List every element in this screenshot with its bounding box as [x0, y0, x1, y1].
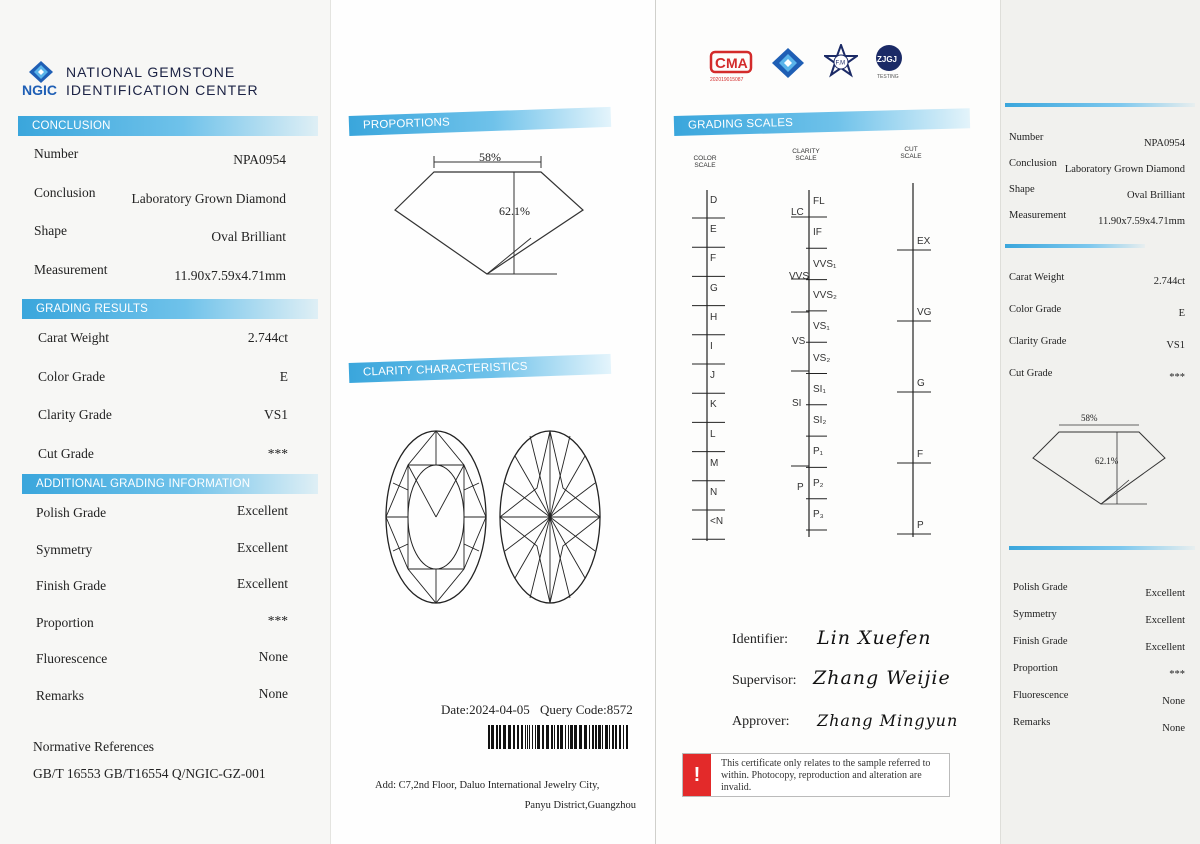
conclusion-panel: [0, 0, 330, 844]
barcode-bar: [584, 725, 587, 749]
summary-row: [1009, 272, 1185, 290]
summary-row: [1013, 609, 1185, 627]
field-label: Measurement: [1009, 210, 1067, 221]
barcode-bar: [574, 725, 577, 749]
lab-address-line2: Panyu District,Guangzhou: [524, 800, 636, 811]
field-label: Conclusion: [34, 184, 96, 200]
lab-address-line1: Add: C7,2nd Floor, Daluo International Jewelry City,: [375, 780, 600, 791]
barcode-bar: [592, 725, 594, 749]
clarity-grade-label: VVS₁: [813, 258, 837, 270]
field-value: Laboratory Grown Diamond: [1064, 164, 1185, 175]
summary-row: [1009, 210, 1185, 228]
barcode-bar: [560, 725, 563, 749]
field-value: Excellent: [237, 539, 288, 555]
grading-result-row: [38, 407, 288, 425]
barcode-bar: [598, 725, 601, 749]
barcode-bar: [605, 725, 608, 749]
barcode-bar: [612, 725, 614, 749]
field-label: Number: [34, 146, 79, 161]
grading-results-header: GRADING RESULTS: [22, 299, 318, 319]
barcode-bar: [529, 725, 530, 749]
field-label: Finish Grade: [36, 578, 107, 593]
field-label: Remarks: [36, 687, 84, 703]
cma-number: 202019015087: [710, 77, 744, 83]
barcode-bar: [542, 725, 544, 749]
clarity-head-line2: SCALE: [795, 155, 817, 162]
summary-row: [1009, 336, 1185, 354]
barcode-bar: [570, 725, 573, 749]
grading-scales-panel: [655, 0, 1000, 844]
clarity-grade-label: SI₂: [813, 415, 827, 427]
supervisor-label: Supervisor:: [732, 673, 797, 688]
field-value: ***: [267, 445, 288, 461]
clarity-group-label: LC: [791, 207, 804, 218]
normative-references: [33, 739, 313, 755]
field-label: Symmetry: [36, 541, 93, 557]
identifier-label: Identifier:: [732, 632, 788, 647]
additional-info-row: [36, 578, 288, 596]
color-grade-label: M: [710, 457, 719, 469]
field-value: E: [279, 368, 288, 384]
clarity-head-line1: CLARITY: [792, 148, 820, 155]
clarity-grade-label: IF: [813, 227, 822, 239]
field-label: Proportion: [36, 614, 94, 630]
zjgj-sub: TESTING: [877, 74, 899, 80]
ngic-logo-icon: [28, 60, 54, 84]
field-value: None: [1162, 696, 1185, 707]
summary-row: [1013, 663, 1185, 681]
barcode-bar: [615, 725, 617, 749]
color-grade-label: H: [710, 311, 718, 323]
cut-grade-label: VG: [917, 307, 932, 318]
field-value: Excellent: [1145, 615, 1185, 626]
zjgj-mark: ZJGJ: [877, 55, 898, 64]
clarity-grade-label: P₁: [813, 446, 824, 458]
summary-divider-bottom: [1009, 546, 1195, 550]
color-grade-label: K: [710, 399, 717, 411]
field-label: Clarity Grade: [1009, 336, 1067, 347]
field-label: Polish Grade: [1013, 582, 1068, 593]
color-head-line1: COLOR: [693, 155, 717, 162]
field-label: Measurement: [34, 261, 108, 277]
field-value: ***: [267, 612, 288, 628]
field-value: Excellent: [237, 576, 288, 591]
barcode-bar: [532, 725, 533, 749]
field-label: Color Grade: [1009, 304, 1062, 315]
field-value: ***: [1169, 669, 1185, 680]
barcode-bar: [626, 725, 628, 749]
barcode-bar: [527, 725, 528, 749]
clarity-grade-label: VVS₂: [813, 289, 837, 301]
field-value: VS1: [1166, 340, 1185, 351]
clarity-grade-label: VS₁: [813, 321, 830, 333]
clarity-grade-label: SI₁: [813, 383, 826, 395]
color-grade-label: E: [710, 224, 717, 236]
color-head-line2: SCALE: [694, 162, 716, 169]
summary-row: [1013, 582, 1185, 600]
barcode-bar: [537, 725, 540, 749]
barcode-bar: [595, 725, 597, 749]
references-title: Normative References: [33, 739, 155, 754]
cut-head-line1: CUT: [904, 146, 918, 153]
field-label: Carat Weight: [1009, 272, 1065, 283]
clarity-characteristics-header: CLARITY CHARACTERISTICS: [349, 354, 612, 383]
field-label: Cut Grade: [1009, 368, 1053, 379]
notice-text: This certificate only relates to the sample referred to within. Photocopy, reproduction and alteration are invalid.: [721, 758, 931, 793]
field-value: Excellent: [237, 503, 288, 518]
additional-info-header: ADDITIONAL GRADING INFORMATION: [22, 474, 318, 494]
field-label: Color Grade: [38, 368, 106, 384]
oval-pavilion-plot: [497, 428, 603, 606]
grading-scales-header: GRADING SCALES: [674, 108, 970, 136]
barcode-bar: [609, 725, 610, 749]
clarity-grade-label: FL: [813, 196, 825, 207]
field-label: Symmetry: [1013, 609, 1057, 620]
barcode-icon: [488, 725, 630, 749]
barcode-bar: [557, 725, 559, 749]
barcode-bar: [623, 725, 624, 749]
ngic-brand: [22, 58, 282, 102]
validity-notice: [682, 753, 950, 797]
field-value: 2.744ct: [1153, 276, 1185, 287]
field-label: Fluorescence: [1013, 690, 1069, 701]
barcode-bar: [589, 725, 590, 749]
brand-abbr: NGIC: [22, 82, 57, 98]
grading-result-row: [38, 446, 288, 464]
field-label: Polish Grade: [36, 505, 107, 520]
color-grade-label: J: [710, 370, 715, 382]
field-label: Carat Weight: [38, 330, 110, 345]
grading-result-row: [38, 369, 288, 387]
summary-row: [1009, 184, 1185, 202]
clarity-group-label: P: [797, 482, 804, 493]
barcode-bar: [488, 725, 490, 749]
clarity-grade-label: P₂: [813, 477, 824, 489]
field-value: 11.90x7.59x4.71mm: [174, 267, 286, 283]
barcode-bar: [521, 725, 523, 749]
proportion-depth-value: 62.1%: [499, 204, 530, 218]
references-codes: GB/T 16553 GB/T16554 Q/NGIC-GZ-001: [33, 766, 266, 781]
field-value: 11.90x7.59x4.71mm: [1098, 216, 1185, 227]
barcode-bar: [568, 725, 569, 749]
field-value: Oval Brilliant: [211, 229, 286, 244]
cut-head-line2: SCALE: [900, 153, 922, 160]
color-grade-label: F: [710, 253, 717, 265]
approver-signature: Zhang Mingyun: [817, 711, 959, 730]
warning-icon: !: [683, 754, 711, 796]
conclusion-row: [34, 184, 286, 206]
summary-row: [1009, 368, 1185, 386]
barcode-bar: [619, 725, 621, 749]
field-value: ***: [1169, 372, 1185, 383]
summary-divider-top: [1005, 103, 1195, 107]
approver-label: Approver:: [732, 714, 790, 729]
barcode-bar: [525, 725, 526, 749]
cut-grade-label: G: [917, 378, 925, 389]
summary-table-value: 58%: [1081, 413, 1098, 423]
field-label: Remarks: [1013, 717, 1051, 728]
fm-mark: F.M: [835, 60, 846, 67]
summary-proportion-diagram: [1029, 410, 1169, 510]
summary-panel: [1000, 0, 1200, 844]
color-grade-label: L: [710, 428, 716, 440]
field-value: None: [258, 649, 288, 664]
barcode-bar: [508, 725, 511, 749]
conclusion-header: CONCLUSION: [18, 116, 318, 136]
barcode-bar: [546, 725, 549, 749]
field-label: Clarity Grade: [38, 407, 112, 422]
additional-info-row: [36, 685, 288, 706]
field-value: Excellent: [1145, 588, 1185, 599]
field-value: Oval Brilliant: [1126, 190, 1185, 201]
additional-info-row: [36, 539, 288, 560]
proportions-header: PROPORTIONS: [349, 107, 612, 136]
clarity-group-label: VS: [792, 336, 806, 347]
summary-row: [1013, 690, 1185, 708]
cut-grade-label: F: [917, 449, 924, 460]
field-value: VS1: [263, 407, 288, 422]
additional-info-row: [36, 505, 288, 523]
field-value: E: [1178, 308, 1185, 319]
query-code: Query Code:8572: [540, 702, 633, 717]
oval-crown-plot: [383, 428, 489, 606]
clarity-group-label: SI: [792, 398, 802, 409]
grading-result-row: [38, 330, 288, 348]
additional-info-row: [36, 651, 288, 669]
barcode-bar: [565, 725, 566, 749]
color-grade-label: G: [710, 282, 718, 294]
field-value: NPA0954: [233, 152, 286, 167]
additional-info-row: [36, 612, 288, 633]
clarity-grade-label: P₃: [813, 509, 824, 520]
cma-mark: MA: [726, 55, 748, 71]
color-grade-label: <N: [710, 516, 724, 528]
summary-row: [1009, 304, 1185, 322]
clarity-group-label: VVS: [789, 271, 810, 282]
barcode-bar: [513, 725, 515, 749]
field-value: Laboratory Grown Diamond: [131, 190, 286, 206]
svg-text:C: C: [715, 55, 726, 72]
field-label: Number: [1009, 132, 1044, 143]
barcode-bar: [499, 725, 501, 749]
barcode-bar: [554, 725, 555, 749]
summary-row: [1009, 132, 1185, 150]
field-label: Conclusion: [1009, 158, 1057, 169]
proportion-diagram: [391, 148, 591, 283]
clarity-grade-label: VS₂: [813, 352, 831, 364]
barcode-bar: [496, 725, 498, 749]
summary-depth-value: 62.1%: [1095, 456, 1119, 466]
field-label: Cut Grade: [38, 445, 94, 461]
certificate-date: Date:2024-04-05: [441, 702, 530, 717]
barcode-bar: [535, 725, 536, 749]
barcode-bar: [551, 725, 553, 749]
summary-row: [1013, 636, 1185, 654]
color-grade-label: N: [710, 487, 718, 498]
field-label: Fluorescence: [36, 651, 108, 666]
color-grade-label: I: [710, 341, 713, 352]
field-label: Proportion: [1013, 663, 1058, 674]
identifier-signature: Lin Xuefen: [817, 627, 932, 649]
field-value: None: [258, 685, 288, 701]
proportion-table-value: 58%: [479, 150, 501, 164]
conclusion-row: [34, 223, 286, 244]
color-grade-label: D: [710, 195, 718, 206]
supervisor-signature: Zhang Weijie: [813, 667, 951, 689]
conclusion-row: [34, 261, 286, 283]
summary-row: [1013, 717, 1185, 735]
barcode-bar: [579, 725, 582, 749]
brand-name-line1: NATIONAL GEMSTONE: [66, 64, 236, 80]
barcode-bar: [602, 725, 603, 749]
brand-name-line2: IDENTIFICATION CENTER: [66, 82, 259, 98]
field-label: Shape: [34, 223, 67, 238]
cut-grade-label: P: [917, 520, 924, 531]
conclusion-row: [34, 146, 286, 167]
summary-divider-mid: [1005, 244, 1145, 248]
barcode-bar: [491, 725, 494, 749]
field-value: 2.744ct: [247, 330, 288, 345]
cut-grade-label: EX: [917, 236, 931, 247]
field-value: Excellent: [1145, 642, 1185, 653]
field-value: None: [1162, 723, 1185, 734]
field-value: NPA0954: [1143, 138, 1185, 149]
barcode-bar: [517, 725, 519, 749]
diagram-panel: [330, 0, 655, 844]
field-label: Finish Grade: [1013, 636, 1068, 647]
barcode-bar: [503, 725, 506, 749]
field-label: Shape: [1009, 184, 1035, 195]
summary-row: [1009, 158, 1185, 176]
